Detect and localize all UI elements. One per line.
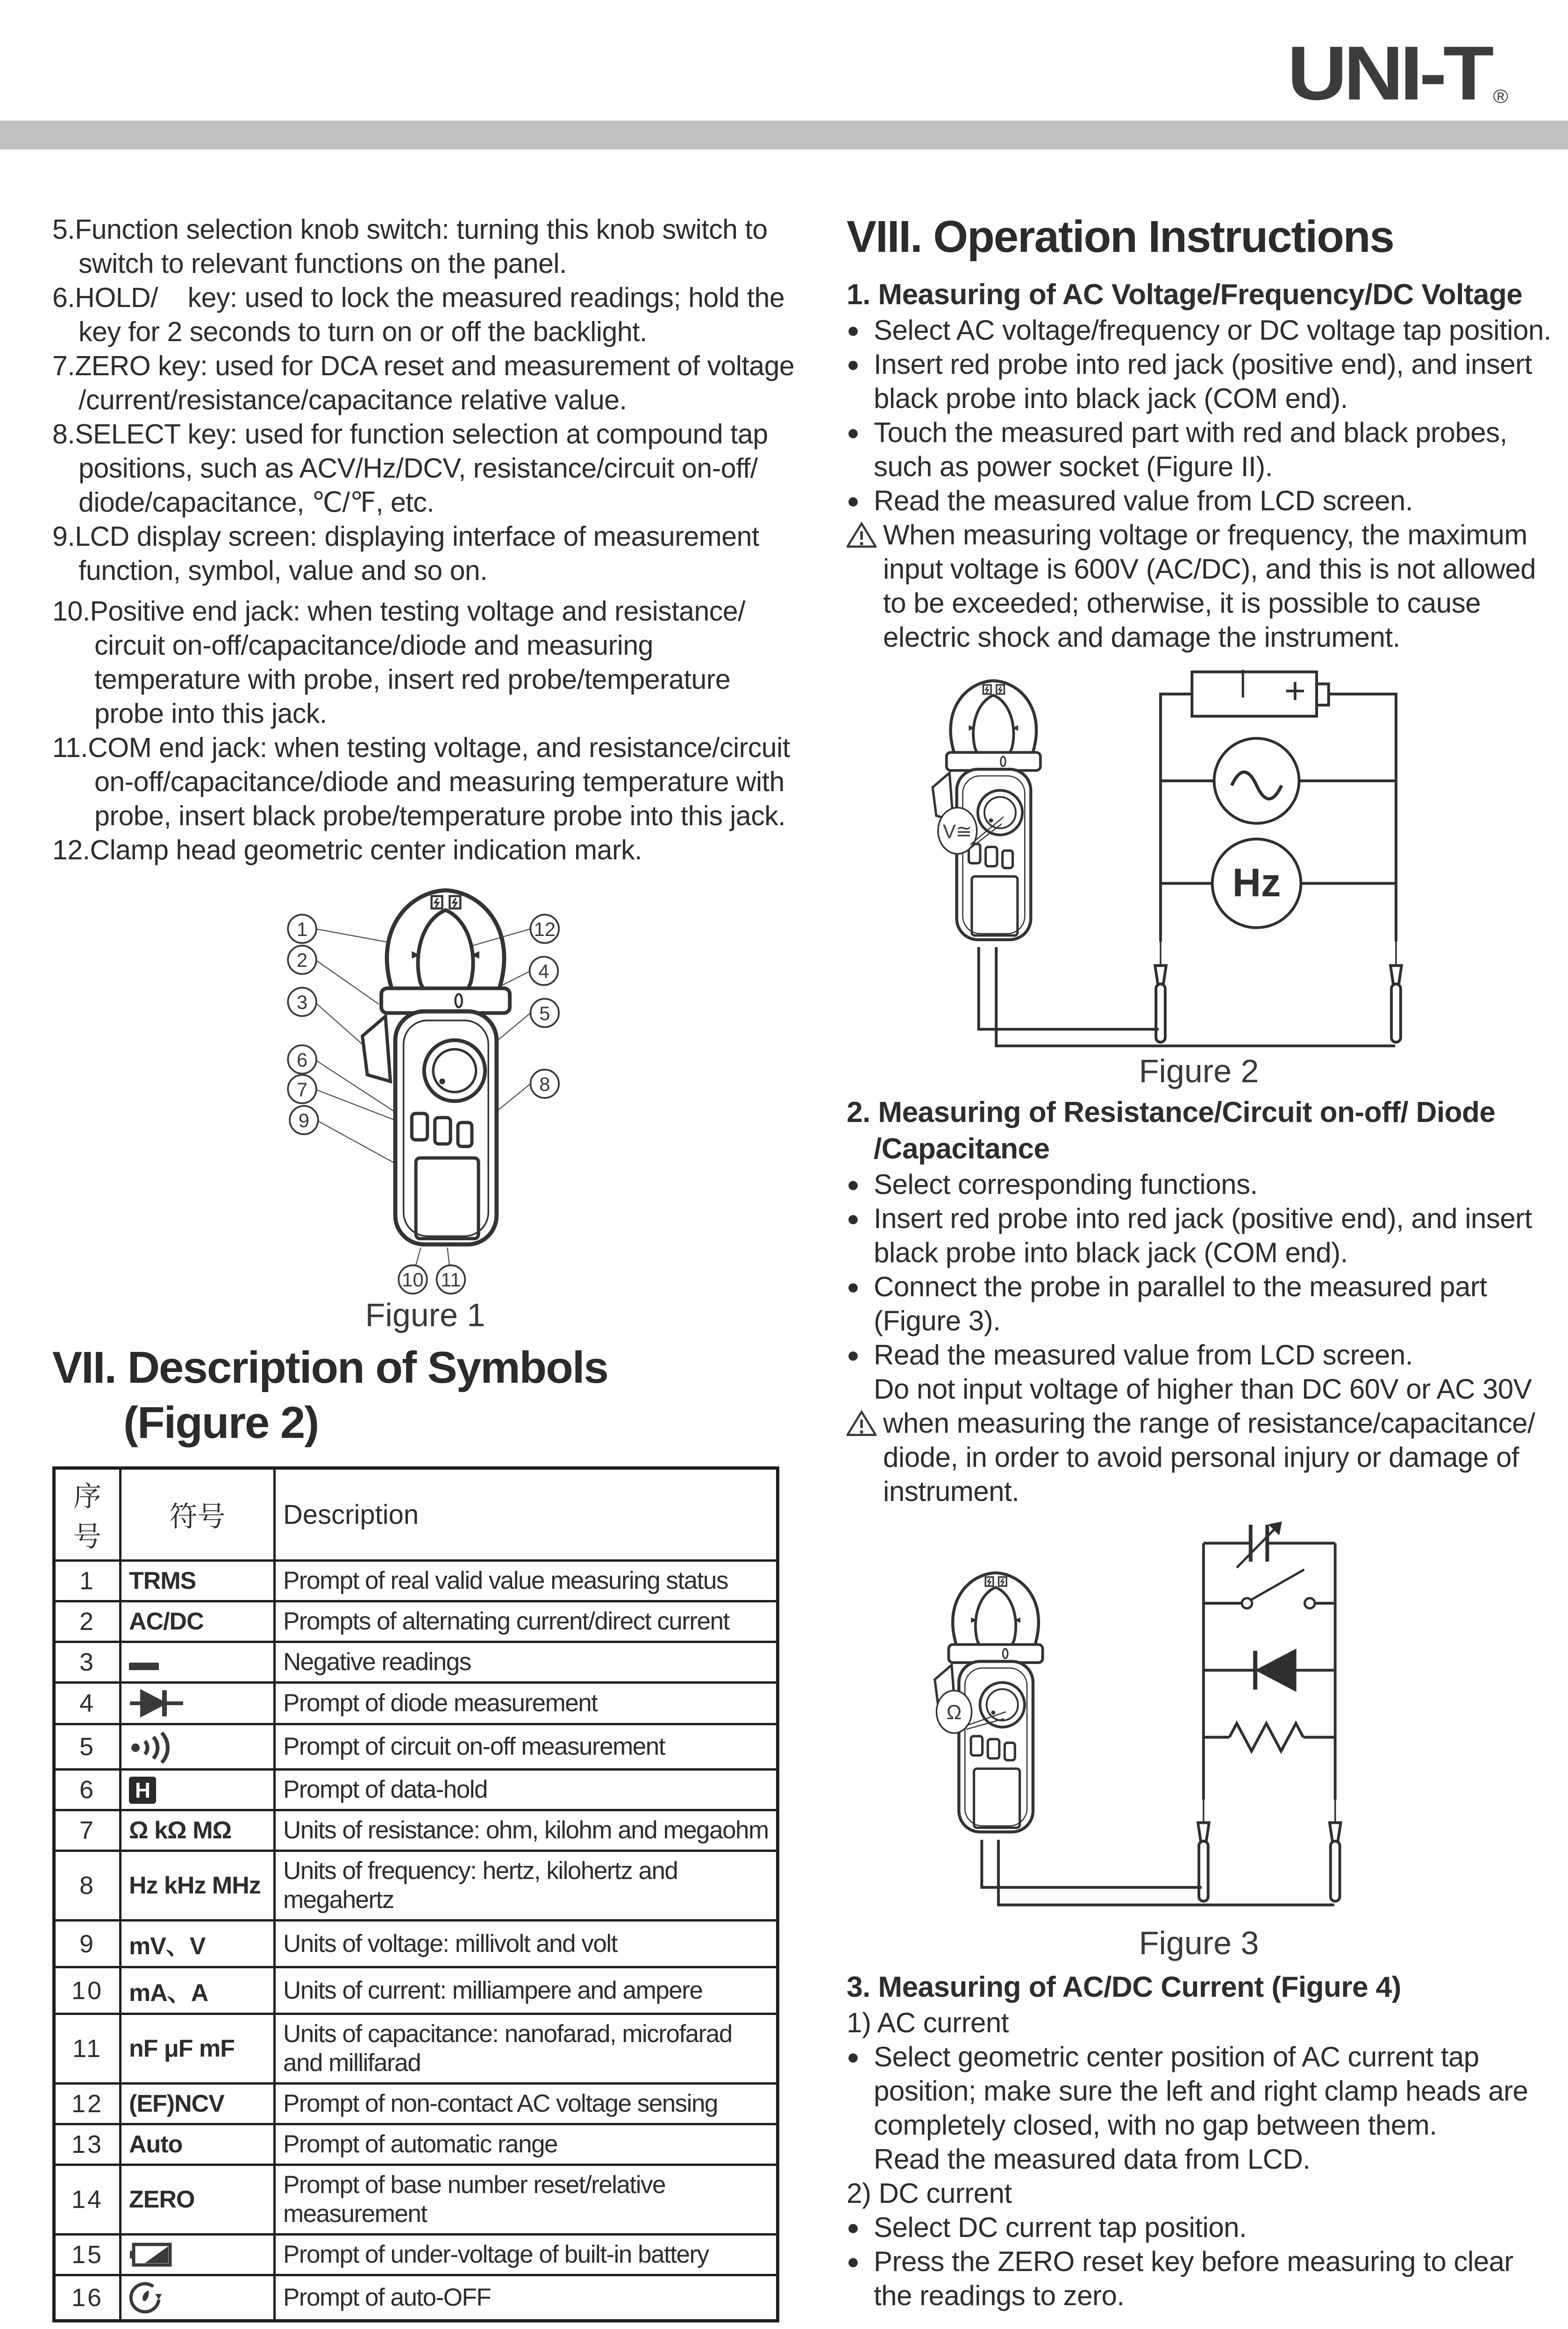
bullet-text: Connect the probe in parallel to the measured part (Figure 3). <box>874 1271 1487 1336</box>
row-symbol: nF μF mF <box>121 2014 275 2084</box>
row-desc: Units of voltage: millivolt and volt <box>275 1921 778 1967</box>
list-item-7: 7.ZERO key: used for DCA reset and measurement of voltage /current/resistance/capacitance relative value. <box>52 350 795 415</box>
header-divider-bar <box>0 121 1568 150</box>
row-desc: Prompt of diode measurement <box>275 1683 778 1724</box>
table-row <box>54 1810 778 1851</box>
circuit-onoff-icon <box>121 1724 275 1770</box>
bullet-item <box>847 1201 1551 1270</box>
row-symbol: mA、A <box>121 1967 275 2014</box>
row-num: 12 <box>54 2084 121 2124</box>
callout-12: 12 <box>534 918 556 940</box>
row-symbol: TRMS <box>121 1561 275 1601</box>
list-item-10: 10.Positive end jack: when testing voltage and resistance/ circuit on-off/capacitance/diode and measuring temperature with probe, insert red probe/temperature probe into this jack. <box>52 596 745 729</box>
bullet-icon: ● <box>847 2215 860 2239</box>
row-desc: Prompt of non-contact AC voltage sensing <box>275 2084 778 2124</box>
table-header-row <box>54 1468 778 1561</box>
bullet-icon: ● <box>847 1343 860 1367</box>
bullet-icon: ● <box>847 1274 860 1299</box>
callout-4: 4 <box>538 960 549 982</box>
row-num: 15 <box>54 2235 121 2275</box>
bullet-text: Touch the measured part with red and black probes, such as power socket (Figure II). <box>874 417 1507 482</box>
table-row <box>54 2165 778 2235</box>
figure3 <box>847 1518 1551 1962</box>
warning-text: When measuring voltage or frequency, the maximum input voltage is 600V (AC/DC), and this is not allowed to be exceeded; otherwise, it is possible to cause electric shock and damage the instrument. <box>883 519 1536 653</box>
s1-title: 1. Measuring of AC Voltage/Frequency/DC Voltage <box>847 279 1523 311</box>
bullet-text: Insert red probe into red jack (positive end), and insert black probe into black jack (COM end). <box>874 1203 1532 1268</box>
bullet-text: Read the measured value from LCD screen. <box>874 1339 1413 1371</box>
s2-note: Do not input voltage of higher than DC 60V or AC 30V <box>874 1373 1532 1405</box>
row-num: 16 <box>54 2275 121 2321</box>
s2-title-line1: 2. Measuring of Resistance/Circuit on-off/ Diode <box>847 1096 1496 1129</box>
table-row <box>54 1561 778 1601</box>
callout-1: 1 <box>297 918 308 940</box>
row-desc: Prompt of circuit on-off measurement <box>275 1724 778 1770</box>
clamp-meter-callout-drawing <box>266 876 584 1296</box>
warning-item <box>847 1406 1551 1508</box>
row-desc: Units of current: milliampere and ampere <box>275 1967 778 2014</box>
table-row <box>54 1724 778 1770</box>
table-row <box>54 1851 778 1921</box>
resistance-measuring-diagram <box>895 1518 1503 1924</box>
bullet-icon: ● <box>847 2249 860 2273</box>
bullet-text: Press the ZERO reset key before measuring to clear the readings to zero. <box>874 2246 1513 2311</box>
callout-6: 6 <box>297 1049 308 1071</box>
row-desc: Prompt of auto-OFF <box>275 2275 778 2321</box>
warning-text: when measuring the range of resistance/capacitance/ diode, in order to avoid personal injury or damage of instrument. <box>883 1407 1535 1507</box>
table-row <box>54 2275 778 2321</box>
row-num: 1 <box>54 1561 121 1601</box>
callout-9: 9 <box>298 1109 310 1132</box>
bullet-item <box>847 2040 1551 2142</box>
bullet-icon: ● <box>847 488 860 513</box>
voltage-badge: V≅ <box>942 820 972 843</box>
table-row <box>54 2084 778 2124</box>
right-column <box>847 209 1551 2313</box>
bullet-icon: ● <box>847 420 860 444</box>
table-row <box>54 1967 778 2014</box>
bullet-item <box>847 415 1551 484</box>
bullet-item <box>847 347 1551 415</box>
table-row <box>54 1642 778 1683</box>
row-symbol: Ω kΩ MΩ <box>121 1810 275 1851</box>
voltage-measuring-diagram <box>902 664 1496 1052</box>
registered-mark: ® <box>1493 86 1508 107</box>
row-num: 13 <box>54 2124 121 2165</box>
callout-5: 5 <box>539 1002 550 1024</box>
list-item-11: 11.COM end jack: when testing voltage, and resistance/circuit on-off/capacitance/diode and measuring temperature with probe, insert black probe/temperature probe into this jack. <box>52 732 790 831</box>
row-desc: Prompt of base number reset/relative measurement <box>275 2165 778 2235</box>
callout-11: 11 <box>441 1269 461 1291</box>
row-symbol: Hz kHz MHz <box>121 1851 275 1921</box>
warning-item <box>847 518 1551 654</box>
figure2-caption: Figure 2 <box>1139 1053 1259 1089</box>
s3-title: 3. Measuring of AC/DC Current (Figure 4) <box>847 1971 1401 2003</box>
bullet-item <box>847 1270 1551 1338</box>
header-symbol: 符号 <box>121 1468 275 1561</box>
figure1 <box>52 876 798 1334</box>
bullet-icon: ● <box>847 2044 860 2069</box>
section7-title <box>52 1340 798 1450</box>
table-row <box>54 1921 778 1967</box>
list-item-8: 8.SELECT key: used for function selection at compound tap positions, such as ACV/Hz/DCV, resistance/circuit on-off/ diode/capacitance, ℃/℉, etc. <box>52 419 768 518</box>
list-item-6: 6.HOLD/ key: used to lock the measured readings; hold the key for 2 seconds to turn on or off the backlight. <box>52 282 785 347</box>
section7-title-line2: (Figure 2) <box>123 1398 319 1448</box>
row-symbol: (EF)NCV <box>121 2084 275 2124</box>
bullet-text: Select corresponding functions. <box>874 1169 1258 1200</box>
section7-title-line1: VII. Description of Symbols <box>52 1343 608 1393</box>
row-num: 6 <box>54 1770 121 1810</box>
callout-7: 7 <box>297 1078 308 1100</box>
bullet-item <box>847 2210 1551 2244</box>
row-num: 8 <box>54 1851 121 1921</box>
list-item-9: 9.LCD display screen: displaying interface of measurement function, symbol, value and so on. <box>52 521 759 586</box>
row-desc: Prompt of under-voltage of built-in battery <box>275 2235 778 2275</box>
row-desc: Units of frequency: hertz, kilohertz and megahertz <box>275 1851 778 1921</box>
bullet-item <box>847 1167 1551 1201</box>
bullet-item <box>847 313 1551 347</box>
s2-title <box>847 1094 1551 1167</box>
warning-icon <box>847 518 883 549</box>
row-symbol: AC/DC <box>121 1601 275 1642</box>
table-row <box>54 2014 778 2084</box>
row-desc: Prompt of automatic range <box>275 2124 778 2165</box>
bullet-icon: ● <box>847 318 860 342</box>
row-desc: Negative readings <box>275 1642 778 1683</box>
bullet-item <box>847 1338 1551 1372</box>
row-num: 14 <box>54 2165 121 2235</box>
row-num: 3 <box>54 1642 121 1683</box>
list-item-5: 5.Function selection knob switch: turning this knob switch to switch to relevant functions on the panel. <box>52 214 768 279</box>
battery-minus-label: | <box>1239 665 1247 698</box>
table-row <box>54 1601 778 1642</box>
row-symbol: mV、V <box>121 1921 275 1967</box>
bullet-icon: ● <box>847 1206 860 1230</box>
uni-t-logo <box>1287 29 1508 117</box>
s3-note1: Read the measured data from LCD. <box>874 2143 1311 2175</box>
diode-icon <box>121 1683 275 1724</box>
row-num: 10 <box>54 1967 121 2014</box>
battery-plus-label: + <box>1284 670 1306 711</box>
row-desc: Units of resistance: ohm, kilohm and megaohm <box>275 1810 778 1851</box>
section8-title: VIII. Operation Instructions <box>847 212 1394 262</box>
row-symbol: Auto <box>121 2124 275 2165</box>
bullet-text: Insert red probe into red jack (positive end), and insert black probe into black jack (COM end). <box>874 349 1532 414</box>
callout-2: 2 <box>297 949 308 972</box>
row-num: 9 <box>54 1921 121 1967</box>
bullet-icon: ● <box>847 352 860 376</box>
row-desc: Prompt of data-hold <box>275 1770 778 1810</box>
hz-label: Hz <box>1232 861 1281 906</box>
row-desc: Units of capacitance: nanofarad, microfarad and millifarad <box>275 2014 778 2084</box>
bullet-item <box>847 484 1551 518</box>
row-num: 11 <box>54 2014 121 2084</box>
s2-title-line2: /Capacitance <box>874 1133 1050 1165</box>
table-row <box>54 1683 778 1724</box>
table-row <box>54 2235 778 2275</box>
bullet-item <box>847 2244 1551 2313</box>
negative-sign-icon <box>121 1642 275 1683</box>
figure2 <box>847 664 1551 1090</box>
bullet-text: Select geometric center position of AC current tap position; make sure the left and right clamp heads are completely closed, with no gap between them. <box>874 2041 1528 2141</box>
ohm-badge: Ω <box>946 1701 962 1724</box>
bullet-icon: ● <box>847 1172 860 1196</box>
bullet-text: Select AC voltage/frequency or DC voltage tap position. <box>874 314 1551 346</box>
auto-off-icon <box>121 2275 275 2321</box>
s3-line2: 2) DC current <box>847 2178 1012 2209</box>
data-hold-icon: H <box>121 1770 275 1810</box>
table-row <box>54 1770 778 1810</box>
header-description: Description <box>275 1468 778 1561</box>
row-desc: Prompts of alternating current/direct current <box>275 1601 778 1642</box>
figure1-caption: Figure 1 <box>365 1297 485 1333</box>
battery-low-icon <box>121 2235 275 2275</box>
bullet-text: Read the measured value from LCD screen. <box>874 485 1413 516</box>
list-item-12: 12.Clamp head geometric center indication mark. <box>52 835 642 865</box>
table-row <box>54 2124 778 2165</box>
row-num: 4 <box>54 1683 121 1724</box>
row-desc: Prompt of real valid value measuring status <box>275 1561 778 1601</box>
row-num: 7 <box>54 1810 121 1851</box>
row-num: 2 <box>54 1601 121 1642</box>
row-symbol: ZERO <box>121 2165 275 2235</box>
bullet-text: Select DC current tap position. <box>874 2212 1247 2243</box>
header-index: 序号 <box>54 1468 121 1561</box>
callout-10: 10 <box>402 1269 424 1291</box>
left-column <box>52 213 798 2322</box>
warning-icon <box>847 1406 883 1437</box>
clamp-meter-drawing <box>363 890 510 1244</box>
row-num: 5 <box>54 1724 121 1770</box>
callout-3: 3 <box>297 991 308 1014</box>
logo-text: UNI-T <box>1287 30 1490 116</box>
callout-8: 8 <box>539 1073 550 1095</box>
symbols-table <box>52 1466 779 2322</box>
figure3-caption: Figure 3 <box>1139 1925 1259 1961</box>
s3-line1: 1) AC current <box>847 2007 1009 2038</box>
